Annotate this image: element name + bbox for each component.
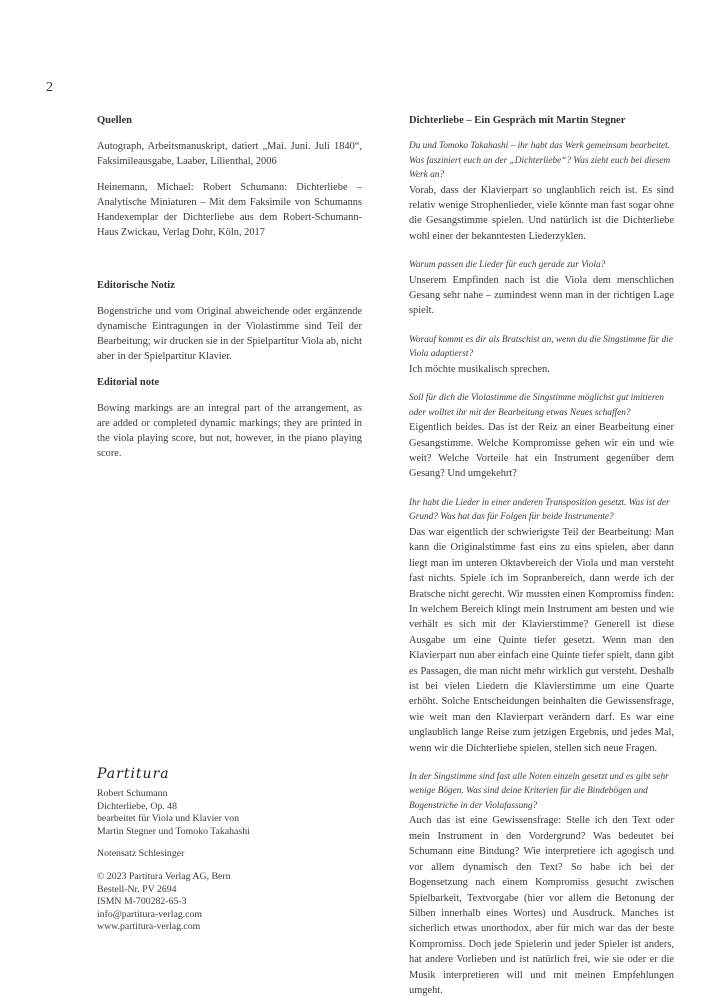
editorial-notice-text: Bogenstriche und vom Original abweichende oder ergänzende dynamische Eintragungen in der Violastimme sind Teil der Bearbeitung; wir drucken sie in der Spielpartitur Viola ab, nicht aber in der Spielpartitur Klavier. xyxy=(97,305,362,362)
imprint-ismn: ISMN M-700282-65-3 xyxy=(97,896,187,908)
interview-question: Worauf kommt es dir als Bratschist an, wenn du die Singstimme für die Viola adaptierst? xyxy=(409,334,673,360)
interview-question: Soll für dich die Violastimme die Singstimme möglichst gut imitieren oder wolltet ihr mit der Bearbeitung etwas Neues schaffen? xyxy=(409,393,664,418)
left-column xyxy=(97,114,362,461)
right-column xyxy=(409,114,674,998)
imprint-email: info@partitura-verlag.com xyxy=(97,908,203,920)
imprint-website: www.partitura-verlag.com xyxy=(97,921,201,933)
page-number: 2 xyxy=(46,80,53,95)
interview-question: In der Singstimme sind fast alle Noten einzeln gesetzt und es gibt sehr wenige Bögen. Was sind deine Kriterien für die Bindebögen und Bogenstriche in der Violafassung? xyxy=(409,771,669,811)
interview-answer: Auch das ist eine Gewissensfrage: Stelle ich den Text oder mein Instrument in den Vordergrund? Was bedeutet bei Schumann eine Bindung? Wie interpretiere ich agogisch und vor allem dynamisch den Text? So habe ich bei der Bogensetzung nach einem Kompromiss gesucht zwischen Spielbarkeit, Textvorgabe (hier vor allem die Betonung der Silben innerhalb eines Wortes) und Ausdruck. Manches ist sicherlich etwas unorthodox, aber für mich war das der beste Kompromiss. Doch jede Spielerin und jeder Spieler ist anders, hat andere Vorlieben und ist natürlich frei, wie sie oder er die Musik interpretieren will und mit meinen Empfehlungen umgeht. xyxy=(409,815,674,996)
interview-heading: Dichterliebe – Ein Gespräch mit Martin Stegner xyxy=(409,115,626,126)
interview-answer: Ich möchte musikalisch sprechen. xyxy=(409,363,550,375)
interview-question: Ihr habt die Lieder in einer anderen Transposition gesetzt. Was ist der Grund? Was hat das für Folgen für beide Instrumente? xyxy=(409,497,670,523)
source-autograph: Autograph, Arbeitsmanuskript, datiert „Mai. Juni. Juli 1840“, Faksimileausgabe, Laaber, Lilienthal, 2006 xyxy=(97,141,362,168)
sources-heading: Quellen xyxy=(97,115,133,126)
editorial-note-heading: Editorial note xyxy=(97,376,160,388)
imprint-arranged: bearbeitet für Viola und Klavier von xyxy=(97,813,240,825)
imprint-copyright: © 2023 Partitura Verlag AG, Bern xyxy=(97,870,231,882)
imprint-arrangers: Martin Stegner und Tomoko Takahashi xyxy=(97,825,250,837)
interview-answer: Das war eigentlich der schwierigste Teil der Bearbeitung: Man kann die Originalstimme fast eins zu eins spielen, aber dann liegt man im unteren Oktavbereich der Viola und man versteht fast nichts. Spiele ich im Sopranbereich, dann werde ich der Bratsche nicht gerecht. Wir mussten einen Kompromiss finden: In welchem Bereich klingt mein Instrument am besten und wie verhält es sich mit der Klavierstimme? Generell ist diese Ausgabe um eine Quinte tiefer gesetzt. Wenn man den Klavierpart nun aber einfach eine Quinte tiefer spielt, dann gibt es Passagen, die man nicht mehr wirklich gut versteht. Deshalb ist bei vielen Liedern die Klavierstimme um eine Quarte erhöht. Solche Entscheidungen beinhalten die Gewissensfrage, wie weit man den Klavierpart verändern darf. Es war eine unglaublich lange Reise zum jetzigen Ergebnis, und jedes Mal, wenn wir die Dichterliebe spielen, stellen sich neue Fragen. xyxy=(409,526,674,754)
imprint-engraving: Notensatz Schlesinger xyxy=(97,848,185,860)
publisher-logo: Partitura xyxy=(97,766,170,782)
interview-question: Du und Tomoko Takahashi – ihr habt das Werk gemeinsam bearbeitet. Was fasziniert euch an der „Dichterliebe“? Was zieht euch bei diesem Werk an? xyxy=(409,141,671,180)
interview-answer: Unserem Empfinden nach ist die Viola dem menschlichen Gesang sehr nahe – zumindest wenn man in der richtigen Lage spielt. xyxy=(409,274,674,317)
imprint-work: Dichterliebe, Op. 48 xyxy=(97,800,177,812)
source-heinemann: Heinemann, Michael: Robert Schumann: Dichterliebe – Analytische Miniaturen – Mit dem Faksimile von Schumanns Handexemplar der Dichterliebe aus dem Robert-Schumann-Haus Zwickau, Verlag Dohr, Köln, 2017 xyxy=(97,182,362,239)
editorial-notice-heading: Editorische Notiz xyxy=(97,279,175,291)
imprint xyxy=(97,766,362,934)
imprint-composer: Robert Schumann xyxy=(97,788,168,799)
interview-answer: Vorab, dass der Klavierpart so unglaublich reich ist. Es sind relativ wenige Strophenlieder, viele könnte man fast sogar ohne die Gesangstimme spielen. Und natürlich ist die Dichterliebe wohl einer der bekanntesten Liederzyklen. xyxy=(409,184,674,242)
editorial-note-text: Bowing markings are an integral part of the arrangement, as are added or completed dynamic markings; they are printed in the viola playing score, but not, however, in the piano playing score. xyxy=(97,402,362,460)
interview-answer: Eigentlich beides. Das ist der Reiz an einer Bearbeitung einer Gesangstimme. Welche Kompromisse gehen wir ein und wie weit? Welche Vorteile hat ein Instrument gegenüber dem Gesang? Und umgekehrt? xyxy=(409,422,674,480)
interview-question: Warum passen die Lieder für euch gerade zur Viola? xyxy=(409,260,606,271)
imprint-order-number: Bestell-Nr. PV 2694 xyxy=(97,883,177,895)
